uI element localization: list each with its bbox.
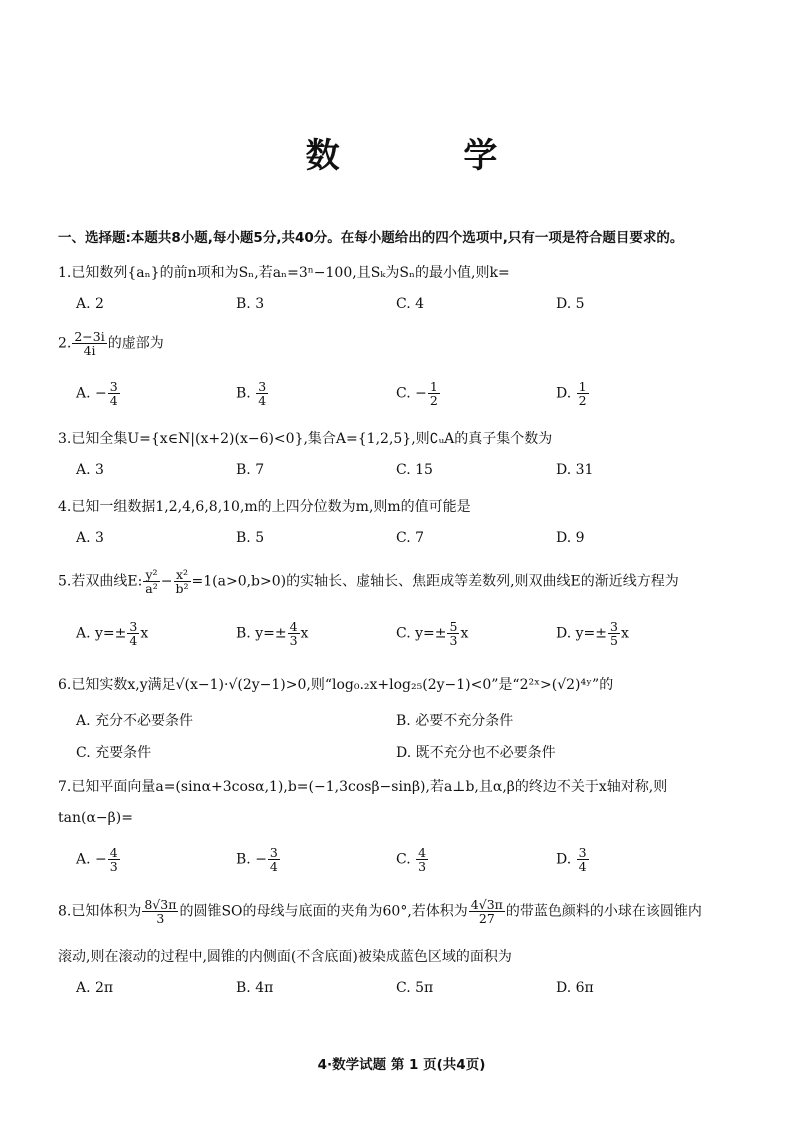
- option-d[interactable]: D. 既不充分也不必要条件: [396, 745, 556, 761]
- option-d[interactable]: D. $\frac{1}{2}$: [556, 379, 587, 409]
- option-b[interactable]: B. y=± $\frac{4}{3}$ x: [236, 619, 309, 649]
- option-b[interactable]: B. 必要不充分条件: [396, 713, 514, 729]
- option-c[interactable]: C. 15: [396, 462, 433, 478]
- page-footer: 4·数学试题 第 1 页(共4页): [317, 1057, 486, 1073]
- option-a[interactable]: A. 充分不必要条件: [76, 713, 194, 729]
- option-a[interactable]: A. − $\frac{3}{4}$: [76, 379, 118, 409]
- question-3: 3.已知全集U={x∈N|(x+2)(x−6)<0},集合A={1,2,5},则∁ᵤA的真子集个数为: [58, 431, 553, 447]
- question-8-line-1: 8.已知体积为 $\frac{8√3\pi}{3}$ 的圆锥SO的母线与底面的夹角为60°,若体积为 $\frac{4√3\pi}{27}$ 的带蓝色颜料的小球在该圆锥内: [58, 897, 702, 927]
- option-c[interactable]: C. 7: [396, 530, 425, 546]
- option-b[interactable]: B. 4π: [236, 980, 274, 996]
- option-d[interactable]: D. 5: [556, 296, 585, 312]
- option-b[interactable]: B. $\frac{3}{4}$: [236, 379, 267, 409]
- fraction: [72, 330, 106, 357]
- option-c[interactable]: C. 充要条件: [76, 745, 152, 761]
- option-a[interactable]: A. 2: [76, 296, 104, 312]
- option-a[interactable]: A. 2π: [76, 980, 114, 996]
- question-5: 5.若双曲线E: $\frac{\text{y²}}{\text{a²}}$ − $\frac{\text{x²}}{\text{b²}}$ =1(a>0,b>0)的实轴长、虚轴长、焦距成等差数列,则双曲线E的渐近线方程为: [58, 567, 679, 597]
- question-4: 4.已知一组数据1,2,4,6,8,10,m的上四分位数为m,则m的值可能是: [58, 499, 471, 515]
- section-heading: 一、选择题:本题共8小题,每小题5分,共40分。在每小题给出的四个选项中,只有一项是符合题目要求的。: [58, 230, 684, 246]
- option-c[interactable]: C. 4: [396, 296, 425, 312]
- option-c[interactable]: C. − $\frac{1}{2}$: [396, 379, 438, 409]
- option-a[interactable]: A. − $\frac{4}{3}$: [76, 845, 118, 875]
- denominator: 4i: [83, 343, 96, 359]
- numerator: 2−3i: [74, 329, 105, 344]
- question-7-line-1: 7.已知平面向量a=(sinα+3cosα,1),b=(−1,3cosβ−sinβ),若a⊥b,且α,β的终边不关于x轴对称,则: [58, 779, 668, 795]
- option-b[interactable]: B. 3: [236, 296, 265, 312]
- option-c[interactable]: C. 5π: [396, 980, 434, 996]
- option-d[interactable]: D. 6π: [556, 980, 594, 996]
- option-b[interactable]: B. 7: [236, 462, 265, 478]
- question-2-text: 的虚部为: [107, 335, 164, 352]
- page-title: 数 学: [305, 136, 554, 176]
- option-a[interactable]: A. 3: [76, 530, 104, 546]
- question-8-line-2: 滚动,则在滚动的过程中,圆锥的内侧面(不含底面)被染成蓝色区域的面积为: [58, 949, 512, 965]
- option-b[interactable]: B. 5: [236, 530, 265, 546]
- question-7-line-2: tan(α−β)=: [58, 810, 133, 826]
- question-6: 6.已知实数x,y满足√(x−1)·√(2y−1)>0,则“log₀.₂x+log₂₅(2y−1)<0”是“2²ˣ>(√2)⁴ʸ”的: [58, 677, 614, 693]
- option-a[interactable]: A. 3: [76, 462, 104, 478]
- option-d[interactable]: D. $\frac{3}{4}$: [556, 845, 587, 875]
- option-d[interactable]: D. 9: [556, 530, 585, 546]
- question-2-number: 2.: [58, 335, 72, 352]
- question-2: [58, 330, 748, 357]
- option-d[interactable]: D. 31: [556, 462, 594, 478]
- option-b[interactable]: B. − $\frac{3}{4}$: [236, 845, 278, 875]
- option-c[interactable]: C. $\frac{4}{3}$: [396, 845, 427, 875]
- question-1: 1.已知数列{aₙ}的前n项和为Sₙ,若aₙ=3ⁿ−100,且Sₖ为Sₙ的最小值,则k=: [58, 265, 510, 281]
- option-c[interactable]: C. y=± $\frac{5}{3}$ x: [396, 619, 469, 649]
- option-a[interactable]: A. y=± $\frac{3}{4}$ x: [76, 619, 149, 649]
- option-d[interactable]: D. y=± $\frac{3}{5}$ x: [556, 619, 629, 649]
